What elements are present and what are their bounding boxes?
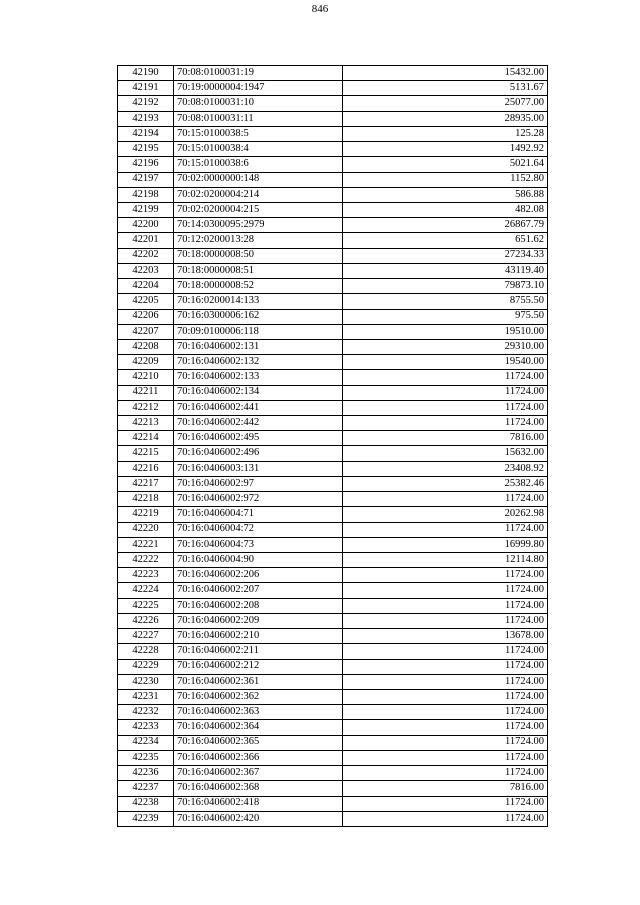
- cadastral-number-cell: 70:16:0406002:134: [174, 385, 343, 400]
- table-body: [118, 66, 548, 827]
- cadastral-number-cell: 70:16:0406002:366: [174, 750, 343, 765]
- row-number-cell: 42231: [118, 689, 174, 704]
- cadastral-number-cell: 70:16:0406002:367: [174, 766, 343, 781]
- table-row: [118, 263, 548, 278]
- cadastral-number-cell: 70:16:0300006:162: [174, 309, 343, 324]
- table-row: [118, 157, 548, 172]
- cadastral-number-cell: 70:18:0000008:52: [174, 279, 343, 294]
- cadastral-number-cell: 70:16:0406002:206: [174, 568, 343, 583]
- row-number-cell: 42222: [118, 553, 174, 568]
- value-cell: 482.08: [343, 202, 548, 217]
- table-row: [118, 309, 548, 324]
- value-cell: 5021.64: [343, 157, 548, 172]
- value-cell: 79873.10: [343, 279, 548, 294]
- table-row: [118, 735, 548, 750]
- row-number-cell: 42217: [118, 476, 174, 491]
- value-cell: 27234.33: [343, 248, 548, 263]
- table-row: [118, 126, 548, 141]
- row-number-cell: 42207: [118, 324, 174, 339]
- value-cell: 11724.00: [343, 416, 548, 431]
- row-number-cell: 42232: [118, 705, 174, 720]
- value-cell: 5131.67: [343, 81, 548, 96]
- value-cell: 11724.00: [343, 674, 548, 689]
- row-number-cell: 42233: [118, 720, 174, 735]
- cadastral-number-cell: 70:18:0000008:50: [174, 248, 343, 263]
- row-number-cell: 42219: [118, 507, 174, 522]
- row-number-cell: 42192: [118, 96, 174, 111]
- table-row: [118, 142, 548, 157]
- value-cell: 11724.00: [343, 750, 548, 765]
- cadastral-number-cell: 70:14:0300095:2979: [174, 218, 343, 233]
- table-row: [118, 598, 548, 613]
- value-cell: 15632.00: [343, 446, 548, 461]
- cadastral-number-cell: 70:16:0406002:442: [174, 416, 343, 431]
- row-number-cell: 42226: [118, 613, 174, 628]
- row-number-cell: 42209: [118, 355, 174, 370]
- value-cell: 11724.00: [343, 735, 548, 750]
- cadastral-number-cell: 70:16:0406002:210: [174, 629, 343, 644]
- table-row: [118, 339, 548, 354]
- row-number-cell: 42204: [118, 279, 174, 294]
- row-number-cell: 42228: [118, 644, 174, 659]
- cadastral-number-cell: 70:16:0406002:207: [174, 583, 343, 598]
- row-number-cell: 42235: [118, 750, 174, 765]
- table-row: [118, 553, 548, 568]
- table-row: [118, 644, 548, 659]
- row-number-cell: 42238: [118, 796, 174, 811]
- table-row: [118, 294, 548, 309]
- cadastral-number-cell: 70:16:0406002:132: [174, 355, 343, 370]
- value-cell: 11724.00: [343, 370, 548, 385]
- value-cell: 7816.00: [343, 431, 548, 446]
- value-cell: 11724.00: [343, 492, 548, 507]
- cadastral-number-cell: 70:18:0000008:51: [174, 263, 343, 278]
- cadastral-number-cell: 70:02:0200004:214: [174, 187, 343, 202]
- table-row: [118, 66, 548, 81]
- cadastral-number-cell: 70:16:0406004:71: [174, 507, 343, 522]
- table-row: [118, 507, 548, 522]
- cadastral-number-cell: 70:16:0406002:363: [174, 705, 343, 720]
- value-cell: 651.62: [343, 233, 548, 248]
- value-cell: 586.88: [343, 187, 548, 202]
- page-number: 846: [311, 3, 329, 15]
- value-cell: 11724.00: [343, 644, 548, 659]
- row-number-cell: 42230: [118, 674, 174, 689]
- row-number-cell: 42236: [118, 766, 174, 781]
- table-row: [118, 172, 548, 187]
- table-row: [118, 537, 548, 552]
- value-cell: 11724.00: [343, 659, 548, 674]
- cadastral-number-cell: 70:16:0406002:362: [174, 689, 343, 704]
- cadastral-number-cell: 70:16:0406002:496: [174, 446, 343, 461]
- cadastral-number-cell: 70:16:0406002:495: [174, 431, 343, 446]
- value-cell: 13678.00: [343, 629, 548, 644]
- table-row: [118, 248, 548, 263]
- table-row: [118, 416, 548, 431]
- value-cell: 11724.00: [343, 689, 548, 704]
- row-number-cell: 42218: [118, 492, 174, 507]
- row-number-cell: 42206: [118, 309, 174, 324]
- row-number-cell: 42211: [118, 385, 174, 400]
- cadastral-number-cell: 70:16:0406002:131: [174, 339, 343, 354]
- table-row: [118, 705, 548, 720]
- cadastral-number-cell: 70:02:0200004:215: [174, 202, 343, 217]
- table-row: [118, 81, 548, 96]
- value-cell: 29310.00: [343, 339, 548, 354]
- cadastral-number-cell: 70:16:0406004:73: [174, 537, 343, 552]
- row-number-cell: 42200: [118, 218, 174, 233]
- value-cell: 11724.00: [343, 522, 548, 537]
- table-row: [118, 583, 548, 598]
- cadastral-number-cell: 70:15:0100038:4: [174, 142, 343, 157]
- cadastral-number-cell: 70:16:0406002:97: [174, 476, 343, 491]
- cadastral-number-cell: 70:16:0406002:133: [174, 370, 343, 385]
- row-number-cell: 42198: [118, 187, 174, 202]
- row-number-cell: 42195: [118, 142, 174, 157]
- row-number-cell: 42223: [118, 568, 174, 583]
- value-cell: 11724.00: [343, 583, 548, 598]
- cadastral-number-cell: 70:16:0406004:90: [174, 553, 343, 568]
- value-cell: 16999.80: [343, 537, 548, 552]
- row-number-cell: 42203: [118, 263, 174, 278]
- value-cell: 1492.92: [343, 142, 548, 157]
- row-number-cell: 42220: [118, 522, 174, 537]
- table-row: [118, 370, 548, 385]
- value-cell: 15432.00: [343, 66, 548, 81]
- row-number-cell: 42234: [118, 735, 174, 750]
- value-cell: 25382.46: [343, 476, 548, 491]
- cadastral-number-cell: 70:02:0000000:148: [174, 172, 343, 187]
- table-row: [118, 568, 548, 583]
- table-row: [118, 492, 548, 507]
- cadastral-number-cell: 70:15:0100038:5: [174, 126, 343, 141]
- row-number-cell: 42216: [118, 461, 174, 476]
- row-number-cell: 42191: [118, 81, 174, 96]
- table-row: [118, 689, 548, 704]
- cadastral-number-cell: 70:16:0406002:365: [174, 735, 343, 750]
- cadastral-number-cell: 70:09:0100006:118: [174, 324, 343, 339]
- row-number-cell: 42229: [118, 659, 174, 674]
- cadastral-number-cell: 70:08:0100031:19: [174, 66, 343, 81]
- table-row: [118, 720, 548, 735]
- row-number-cell: 42225: [118, 598, 174, 613]
- table-row: [118, 400, 548, 415]
- table-row: [118, 111, 548, 126]
- data-table: [117, 65, 548, 827]
- table-row: [118, 766, 548, 781]
- table-row: [118, 96, 548, 111]
- table-row: [118, 659, 548, 674]
- cadastral-number-cell: 70:08:0100031:10: [174, 96, 343, 111]
- table-row: [118, 355, 548, 370]
- cadastral-number-cell: 70:16:0406002:361: [174, 674, 343, 689]
- row-number-cell: 42208: [118, 339, 174, 354]
- value-cell: 25077.00: [343, 96, 548, 111]
- table-row: [118, 476, 548, 491]
- table-row: [118, 218, 548, 233]
- value-cell: 11724.00: [343, 796, 548, 811]
- value-cell: 125.28: [343, 126, 548, 141]
- cadastral-number-cell: 70:16:0406004:72: [174, 522, 343, 537]
- row-number-cell: 42196: [118, 157, 174, 172]
- cadastral-number-cell: 70:16:0406002:441: [174, 400, 343, 415]
- row-number-cell: 42239: [118, 811, 174, 826]
- row-number-cell: 42221: [118, 537, 174, 552]
- value-cell: 11724.00: [343, 385, 548, 400]
- value-cell: 11724.00: [343, 720, 548, 735]
- value-cell: 11724.00: [343, 766, 548, 781]
- cadastral-number-cell: 70:15:0100038:6: [174, 157, 343, 172]
- cadastral-number-cell: 70:16:0406002:364: [174, 720, 343, 735]
- row-number-cell: 42201: [118, 233, 174, 248]
- row-number-cell: 42205: [118, 294, 174, 309]
- row-number-cell: 42215: [118, 446, 174, 461]
- value-cell: 11724.00: [343, 568, 548, 583]
- value-cell: 43119.40: [343, 263, 548, 278]
- table-row: [118, 385, 548, 400]
- value-cell: 11724.00: [343, 613, 548, 628]
- row-number-cell: 42213: [118, 416, 174, 431]
- table-row: [118, 522, 548, 537]
- table-row: [118, 431, 548, 446]
- value-cell: 7816.00: [343, 781, 548, 796]
- cadastral-number-cell: 70:16:0406002:208: [174, 598, 343, 613]
- table-row: [118, 202, 548, 217]
- cadastral-number-cell: 70:16:0200014:133: [174, 294, 343, 309]
- value-cell: 26867.79: [343, 218, 548, 233]
- cadastral-number-cell: 70:12:0200013:28: [174, 233, 343, 248]
- value-cell: 11724.00: [343, 400, 548, 415]
- cadastral-number-cell: 70:16:0406002:211: [174, 644, 343, 659]
- value-cell: 11724.00: [343, 598, 548, 613]
- row-number-cell: 42193: [118, 111, 174, 126]
- value-cell: 8755.50: [343, 294, 548, 309]
- table-row: [118, 187, 548, 202]
- table-row: [118, 324, 548, 339]
- value-cell: 28935.00: [343, 111, 548, 126]
- row-number-cell: 42224: [118, 583, 174, 598]
- value-cell: 975.50: [343, 309, 548, 324]
- cadastral-number-cell: 70:16:0406002:420: [174, 811, 343, 826]
- cadastral-number-cell: 70:16:0406002:972: [174, 492, 343, 507]
- cadastral-number-cell: 70:16:0406002:209: [174, 613, 343, 628]
- row-number-cell: 42199: [118, 202, 174, 217]
- value-cell: 11724.00: [343, 705, 548, 720]
- row-number-cell: 42190: [118, 66, 174, 81]
- cadastral-number-cell: 70:16:0406002:368: [174, 781, 343, 796]
- table-row: [118, 279, 548, 294]
- table-row: [118, 796, 548, 811]
- row-number-cell: 42212: [118, 400, 174, 415]
- table-row: [118, 750, 548, 765]
- table-row: [118, 629, 548, 644]
- row-number-cell: 42237: [118, 781, 174, 796]
- table-row: [118, 811, 548, 826]
- cadastral-number-cell: 70:19:0000004:1947: [174, 81, 343, 96]
- value-cell: 12114.80: [343, 553, 548, 568]
- cadastral-number-cell: 70:16:0406003:131: [174, 461, 343, 476]
- row-number-cell: 42210: [118, 370, 174, 385]
- row-number-cell: 42197: [118, 172, 174, 187]
- value-cell: 19510.00: [343, 324, 548, 339]
- value-cell: 1152.80: [343, 172, 548, 187]
- value-cell: 20262.98: [343, 507, 548, 522]
- table-row: [118, 674, 548, 689]
- cadastral-number-cell: 70:08:0100031:11: [174, 111, 343, 126]
- table-row: [118, 781, 548, 796]
- table-row: [118, 233, 548, 248]
- row-number-cell: 42227: [118, 629, 174, 644]
- row-number-cell: 42214: [118, 431, 174, 446]
- value-cell: 23408.92: [343, 461, 548, 476]
- table-row: [118, 461, 548, 476]
- cadastral-number-cell: 70:16:0406002:418: [174, 796, 343, 811]
- value-cell: 19540.00: [343, 355, 548, 370]
- table-row: [118, 613, 548, 628]
- value-cell: 11724.00: [343, 811, 548, 826]
- row-number-cell: 42194: [118, 126, 174, 141]
- cadastral-number-cell: 70:16:0406002:212: [174, 659, 343, 674]
- row-number-cell: 42202: [118, 248, 174, 263]
- table-row: [118, 446, 548, 461]
